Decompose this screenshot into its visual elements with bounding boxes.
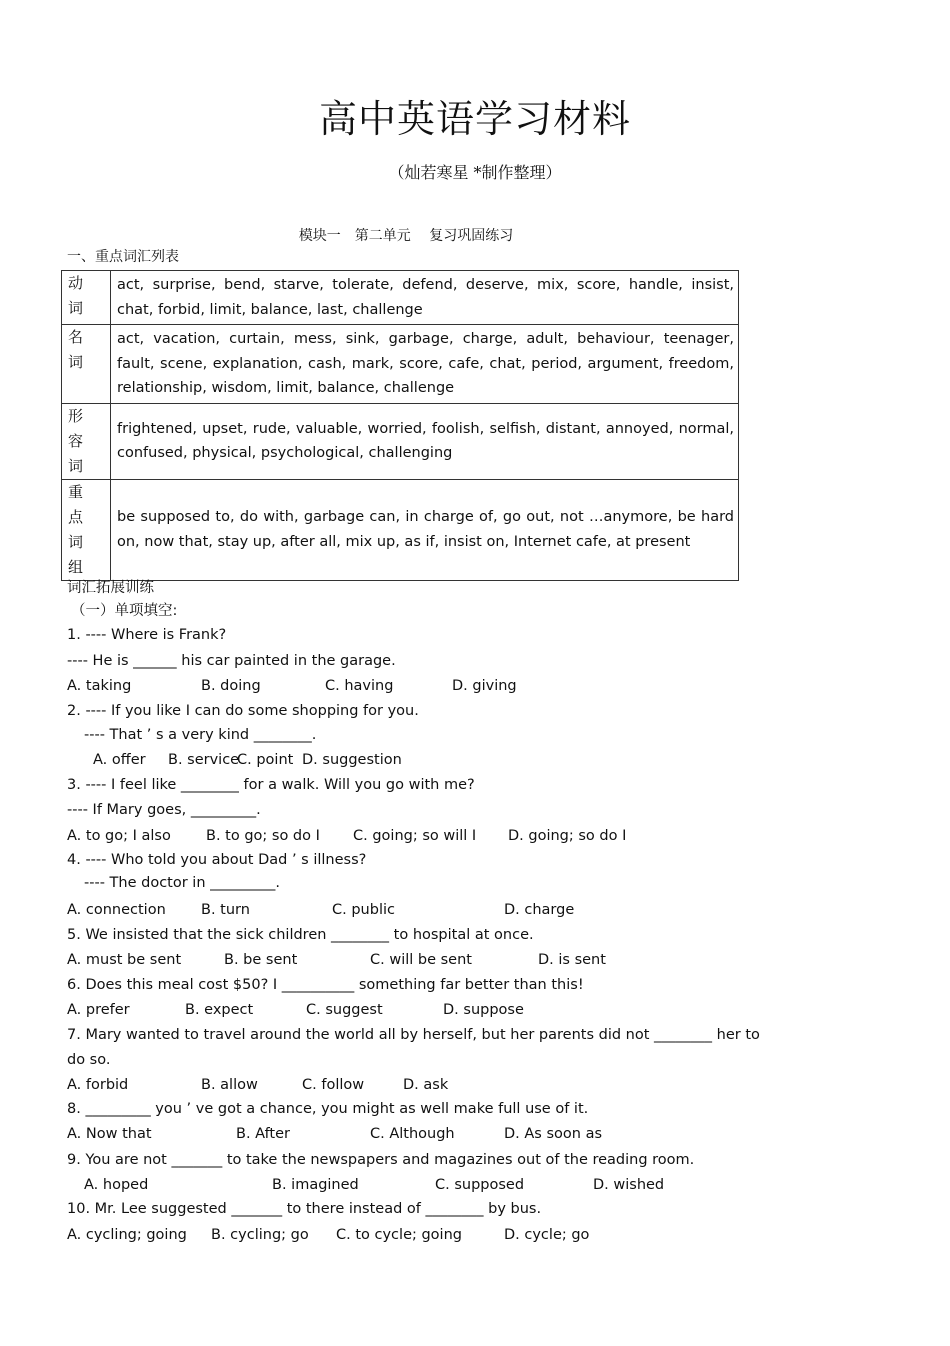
- category-cell: 动 词: [62, 271, 111, 325]
- option-b: B. turn: [201, 902, 250, 918]
- option-a: A. hoped: [84, 1177, 149, 1193]
- option-c: C. public: [332, 902, 395, 918]
- option-a: A. forbid: [67, 1077, 129, 1093]
- option-b: B. service: [168, 752, 240, 768]
- option-c: C. to cycle; going: [336, 1227, 462, 1243]
- option-a: A. Now that: [67, 1126, 152, 1142]
- option-c: C. point: [237, 752, 294, 768]
- option-d: D. going; so do I: [508, 828, 627, 844]
- option-b: B. to go; so do I: [206, 828, 320, 844]
- option-b: B. allow: [201, 1077, 258, 1093]
- option-c: C. follow: [302, 1077, 365, 1093]
- option-d: D. cycle; go: [504, 1227, 590, 1243]
- category-cell: 名 词: [62, 325, 111, 404]
- question-line: ---- The doctor in _________.: [84, 875, 280, 891]
- question-line: 5. We insisted that the sick children ________ to hospital at once.: [67, 927, 534, 943]
- option-b: B. After: [236, 1126, 290, 1142]
- exercise-subheading: （一）单项填空:: [71, 603, 178, 619]
- question-line: do so.: [67, 1052, 111, 1068]
- option-c: C. will be sent: [370, 952, 472, 968]
- vocab-row-nouns: [62, 325, 739, 404]
- question-line: ---- If Mary goes, _________.: [67, 802, 261, 818]
- option-d: D. giving: [452, 678, 517, 694]
- question-line: 2. ---- If you like I can do some shopping for you.: [67, 703, 419, 719]
- question-line: 4. ---- Who told you about Dad ’ s illness?: [67, 852, 367, 868]
- option-a: A. offer: [93, 752, 146, 768]
- words-cell: act, vacation, curtain, mess, sink, garbage, charge, adult, behaviour, teenager, fault, scene, explanation, cash, mark, score, cafe, chat, period, argument, freedom, relationship, wisdom, limit, balance, challenge: [111, 325, 739, 404]
- question-line: ---- He is ______ his car painted in the garage.: [67, 653, 396, 669]
- option-c: C. Although: [370, 1126, 455, 1142]
- vocab-row-phrases: [62, 479, 739, 580]
- option-b: B. doing: [201, 678, 261, 694]
- option-b: B. expect: [185, 1002, 254, 1018]
- words-cell: be supposed to, do with, garbage can, in charge of, go out, not …anymore, be hard on, now that, stay up, after all, mix up, as if, insist on, Internet cafe, at present: [111, 479, 739, 580]
- option-a: A. taking: [67, 678, 132, 694]
- words-cell: frightened, upset, rude, valuable, worried, foolish, selfish, distant, annoyed, normal, confused, physical, psychological, challenging: [111, 403, 739, 479]
- exercise-heading: 词汇拓展训练: [67, 580, 154, 596]
- option-c: C. supposed: [435, 1177, 525, 1193]
- question-line: 9. You are not _______ to take the newspapers and magazines out of the reading room.: [67, 1152, 695, 1168]
- question-line: 6. Does this meal cost $50? I __________ something far better than this!: [67, 977, 584, 993]
- document-subtitle: （灿若寒星 *制作整理）: [388, 163, 562, 182]
- question-line: 8. _________ you ’ ve got a chance, you might as well make full use of it.: [67, 1101, 589, 1117]
- vocab-row-verbs: [62, 271, 739, 325]
- option-b: B. be sent: [224, 952, 298, 968]
- unit-heading: 模块一 第二单元 复习巩固练习: [298, 228, 514, 244]
- option-b: B. cycling; go: [211, 1227, 309, 1243]
- option-a: A. prefer: [67, 1002, 130, 1018]
- question-line: 1. ---- Where is Frank?: [67, 627, 227, 643]
- option-c: C. having: [325, 678, 394, 694]
- option-d: D. charge: [504, 902, 575, 918]
- question-line: 7. Mary wanted to travel around the world all by herself, but her parents did not ________ her to: [67, 1027, 760, 1043]
- option-c: C. suggest: [306, 1002, 383, 1018]
- option-a: A. must be sent: [67, 952, 182, 968]
- vocab-table: [61, 270, 739, 581]
- option-a: A. to go; I also: [67, 828, 171, 844]
- question-line: 3. ---- I feel like ________ for a walk. Will you go with me?: [67, 777, 475, 793]
- category-cell: 重 点 词 组: [62, 479, 111, 580]
- option-d: D. wished: [593, 1177, 665, 1193]
- option-b: B. imagined: [272, 1177, 359, 1193]
- vocab-row-adjectives: [62, 403, 739, 479]
- option-c: C. going; so will I: [353, 828, 477, 844]
- option-d: D. As soon as: [504, 1126, 603, 1142]
- document-title: 高中英语学习材料: [318, 97, 631, 141]
- option-d: D. is sent: [538, 952, 606, 968]
- question-line: ---- That ’ s a very kind ________.: [84, 727, 317, 743]
- option-d: D. suggestion: [302, 752, 402, 768]
- option-a: A. connection: [67, 902, 166, 918]
- option-d: D. ask: [403, 1077, 449, 1093]
- vocab-section-heading: 一、重点词汇列表: [67, 249, 179, 265]
- question-line: 10. Mr. Lee suggested _______ to there instead of ________ by bus.: [67, 1201, 542, 1217]
- option-d: D. suppose: [443, 1002, 524, 1018]
- option-a: A. cycling; going: [67, 1227, 187, 1243]
- words-cell: act, surprise, bend, starve, tolerate, defend, deserve, mix, score, handle, insist, chat, forbid, limit, balance, last, challenge: [111, 271, 739, 325]
- category-cell: 形 容 词: [62, 403, 111, 479]
